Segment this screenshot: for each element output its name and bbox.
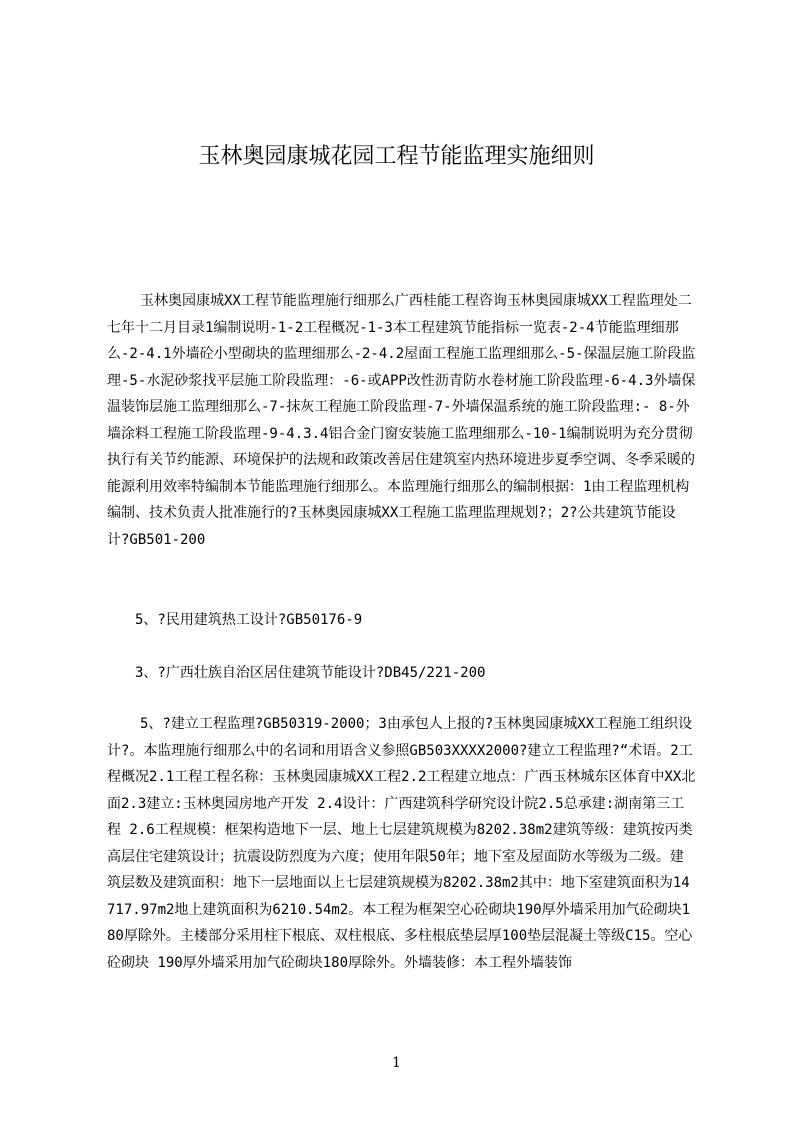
page-number: 1 (392, 1055, 401, 1071)
body-paragraph: 5、?民用建筑热工设计?GB50176-9 (135, 612, 363, 628)
body-paragraph: 5、?建立工程监理?GB50319-2000；3由承包人上报的?玉林奥园康城XX工程施工组织设计?。本监理施行细那么中的名词和用语含义参照GB503XXXX2000?建立工程监理?“术语。2工程概况2.1工程工程名称：玉林奥园康城XX工程2.2工程建立地点：广西玉林城东区体育中XX北面2.3建立:玉林奥园房地产开发 2.4设计：广西建筑科学研究设计院2.5总承建:湖南第三工程 2.6工程规模：框架构造地下一层、地上七层建筑规模为8202.38m2建筑等级：建筑按丙类高层住宅建筑设计；抗震设防烈度为六度；使用年限50年；地下室及屋面防水等级为二级。建筑层数及建筑面积：地下一层地面以上七层建筑规模为8202.38m2其中：地下室建筑面积为14717.97m2地上建筑面积为6210.54m2。本工程为框架空心砼砌块190厚外墙采用加气砼砌块180厚除外。主楼部分采用柱下根底、双柱根底、多柱根底垫层厚100垫层混凝土等级C15。空心砼砌块 190厚外墙采用加气砼砌块180厚除外。外墙装修：本工程外墙装饰 (107, 716, 696, 971)
body-paragraph: 玉林奥园康城XX工程节能监理施行细那么广西桂能工程咨询玉林奥园康城XX工程监理处二七年十二月目录1编制说明-1-2工程概况-1-3本工程建筑节能指标一览表-2-4节能监理细那么-2-4.1外墙砼小型砌块的监理细那么-2-4.2屋面工程施工监理细那么-5-保温层施工阶段监理-5-水泥砂浆找平层施工阶段监理：-6-或APP改性沥青防水卷材施工阶段监理-6-4.3外墙保温装饰层施工监理细那么-7-抹灰工程施工阶段监理-7-外墙保温系统的施工阶段监理:- 8-外墙涂料工程施工阶段监理-9-4.3.4铝合金门窗安装施工监理细那么-10-1编制说明为充分贯彻执行有关节约能源、环境保护的法规和政策改善居住建筑室内热环境进步夏季空调、冬季采暖的能源利用效率特编制本节能监理施行细那么。本监理施行细那么的编制根据：1由工程监理机构编制、技术负责人批准施行的?玉林奥园康城XX工程施工监理监理规划?；2?公共建筑节能设计?GB501-200 (107, 293, 696, 548)
document-title: 玉林奥园康城花园工程节能监理实施细则 (198, 144, 595, 169)
body-paragraph: 3、?广西壮族自治区居住建筑节能设计?DB45/221-200 (135, 665, 486, 681)
